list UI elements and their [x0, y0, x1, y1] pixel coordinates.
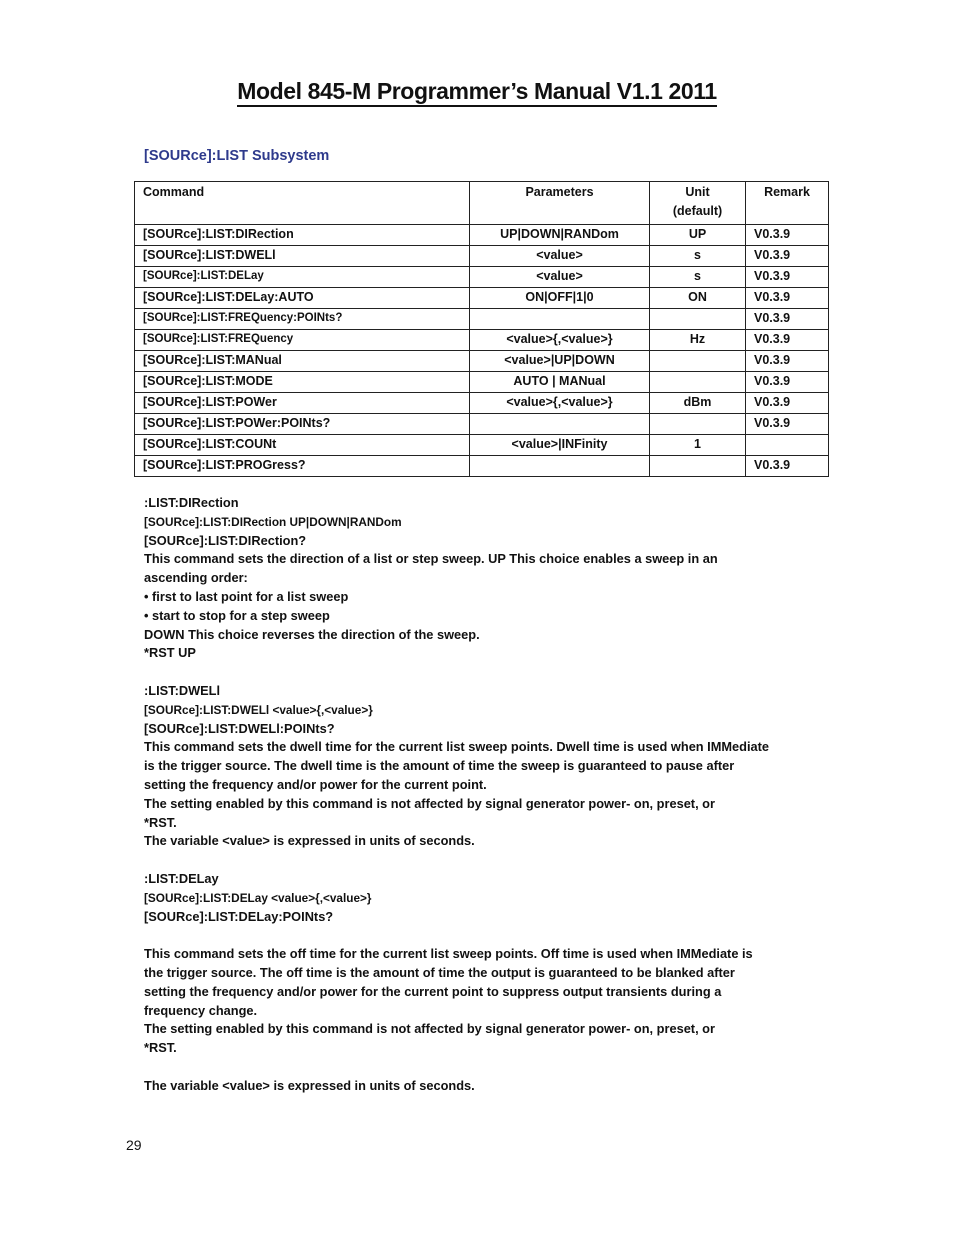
- table-row: [135, 246, 829, 267]
- table-row: [135, 414, 829, 435]
- header-unit-sub: (default): [672, 204, 723, 218]
- description-line: This command sets the direction of a list or step sweep. UP This choice enables a sweep in an: [144, 551, 718, 567]
- section-heading: :LIST:DIRection: [144, 495, 239, 510]
- header-unit-label: Unit: [685, 185, 710, 199]
- description-line: *RST.: [144, 814, 177, 830]
- cell-unit: 1: [650, 435, 746, 456]
- cell-unit: [650, 351, 746, 372]
- description-line: setting the frequency and/or power for the current point to suppress output transients during a: [144, 983, 722, 999]
- cell-parameters: <value>{,<value>}: [470, 393, 650, 414]
- cell-remark: V0.3.9: [746, 309, 829, 330]
- description-line: • first to last point for a list sweep: [144, 588, 349, 604]
- cell-remark: V0.3.9: [746, 414, 829, 435]
- cell-parameters: UP|DOWN|RANDom: [470, 225, 650, 246]
- cell-command: [SOURce]:LIST:FREQuency: [135, 330, 470, 351]
- table-row: [135, 225, 829, 246]
- cell-command: [SOURce]:LIST:FREQuency:POINts?: [135, 309, 470, 330]
- table-row: [135, 330, 829, 351]
- cell-remark: V0.3.9: [746, 456, 829, 477]
- table-row: [135, 309, 829, 330]
- section-heading: :LIST:DELay: [144, 870, 219, 886]
- cell-remark: [746, 435, 829, 456]
- section-list-delay: [144, 870, 824, 1096]
- cell-parameters: [470, 456, 650, 477]
- cell-command: [SOURce]:LIST:PROGress?: [135, 456, 470, 477]
- description-line: *RST UP: [144, 645, 196, 661]
- cell-unit: [650, 309, 746, 330]
- syntax-line: [SOURce]:LIST:DWELl <value>{,<value>}: [144, 702, 373, 717]
- syntax-line: [SOURce]:LIST:DWELl:POINts?: [144, 720, 335, 736]
- section-list-direction: [144, 494, 824, 663]
- page-title: [0, 78, 954, 105]
- syntax-line: [SOURce]:LIST:DELay <value>{,<value>}: [144, 890, 372, 905]
- table-header-row: [135, 182, 829, 225]
- cell-command: [SOURce]:LIST:DELay:AUTO: [135, 288, 470, 309]
- cell-remark: V0.3.9: [746, 393, 829, 414]
- table-row: [135, 435, 829, 456]
- section-list-dwell: [144, 682, 824, 851]
- cell-command: [SOURce]:LIST:MANual: [135, 351, 470, 372]
- cell-unit: s: [650, 267, 746, 288]
- description-line: DOWN This choice reverses the direction of the sweep.: [144, 626, 480, 642]
- header-command: Command: [135, 182, 470, 225]
- description-line: This command sets the off time for the current list sweep points. Off time is used when IMMediate is: [144, 946, 753, 962]
- cell-unit: Hz: [650, 330, 746, 351]
- cell-unit: ON: [650, 288, 746, 309]
- page-title-text: Model 845-M Programmer’s Manual V1.1 2011: [237, 78, 717, 107]
- spacer: [144, 1058, 824, 1077]
- cell-remark: V0.3.9: [746, 225, 829, 246]
- cell-unit: [650, 456, 746, 477]
- table-row: [135, 393, 829, 414]
- cell-remark: V0.3.9: [746, 372, 829, 393]
- cell-command: [SOURce]:LIST:DWELl: [135, 246, 470, 267]
- table-row: [135, 372, 829, 393]
- cell-command: [SOURce]:LIST:COUNt: [135, 435, 470, 456]
- section-title: [SOURce]:LIST Subsystem: [144, 148, 330, 164]
- cell-remark: V0.3.9: [746, 330, 829, 351]
- cell-parameters: [470, 414, 650, 435]
- cell-remark: V0.3.9: [746, 351, 829, 372]
- spacer: [144, 663, 824, 682]
- description-line: the trigger source. The off time is the amount of time the output is guaranteed to be blanked after: [144, 964, 735, 980]
- cell-command: [SOURce]:LIST:POWer: [135, 393, 470, 414]
- cell-parameters: <value>|INFinity: [470, 435, 650, 456]
- table-row: [135, 351, 829, 372]
- description-line: is the trigger source. The dwell time is the amount of time the sweep is guaranteed to pause after: [144, 758, 735, 774]
- table-row: [135, 288, 829, 309]
- cell-remark: V0.3.9: [746, 246, 829, 267]
- description-line: setting the frequency and/or power for the current point.: [144, 776, 487, 792]
- cell-parameters: [470, 309, 650, 330]
- cell-command: [SOURce]:LIST:POWer:POINts?: [135, 414, 470, 435]
- header-parameters: Parameters: [470, 182, 650, 225]
- cell-unit: [650, 372, 746, 393]
- body-text: [144, 494, 824, 1096]
- header-unit: [650, 182, 746, 225]
- description-line: This command sets the dwell time for the current list sweep points. Dwell time is used when IMMediate: [144, 739, 770, 755]
- cell-unit: [650, 414, 746, 435]
- description-line: frequency change.: [144, 1002, 258, 1018]
- cell-command: [SOURce]:LIST:DIRection: [135, 225, 470, 246]
- page-number: 29: [126, 1137, 142, 1153]
- syntax-line: [SOURce]:LIST:DIRection UP|DOWN|RANDom: [144, 514, 402, 529]
- cell-unit: UP: [650, 225, 746, 246]
- section-heading: :LIST:DWELl: [144, 682, 221, 698]
- description-line: • start to stop for a step sweep: [144, 607, 330, 623]
- spacer: [144, 851, 824, 870]
- cell-parameters: <value>: [470, 246, 650, 267]
- description-line: The variable <value> is expressed in units of seconds.: [144, 1077, 475, 1093]
- cell-parameters: AUTO | MANual: [470, 372, 650, 393]
- table-row: [135, 267, 829, 288]
- syntax-line: [SOURce]:LIST:DIRection?: [144, 532, 307, 548]
- cell-command: [SOURce]:LIST:DELay: [135, 267, 470, 288]
- cell-parameters: <value>{,<value>}: [470, 330, 650, 351]
- description-line: ascending order:: [144, 570, 248, 586]
- description-line: *RST.: [144, 1040, 177, 1056]
- description-line: The setting enabled by this command is not affected by signal generator power- on, preset, or: [144, 795, 715, 811]
- table-row: [135, 456, 829, 477]
- cell-parameters: ON|OFF|1|0: [470, 288, 650, 309]
- cell-parameters: <value>|UP|DOWN: [470, 351, 650, 372]
- spacer: [144, 926, 824, 945]
- cell-remark: V0.3.9: [746, 288, 829, 309]
- command-table: [134, 181, 829, 477]
- cell-unit: dBm: [650, 393, 746, 414]
- syntax-line: [SOURce]:LIST:DELay:POINts?: [144, 908, 334, 924]
- description-line: The variable <value> is expressed in units of seconds.: [144, 833, 475, 849]
- cell-parameters: <value>: [470, 267, 650, 288]
- cell-remark: V0.3.9: [746, 267, 829, 288]
- description-line: The setting enabled by this command is not affected by signal generator power- on, preset, or: [144, 1021, 715, 1037]
- header-remark: Remark: [746, 182, 829, 225]
- cell-unit: s: [650, 246, 746, 267]
- cell-command: [SOURce]:LIST:MODE: [135, 372, 470, 393]
